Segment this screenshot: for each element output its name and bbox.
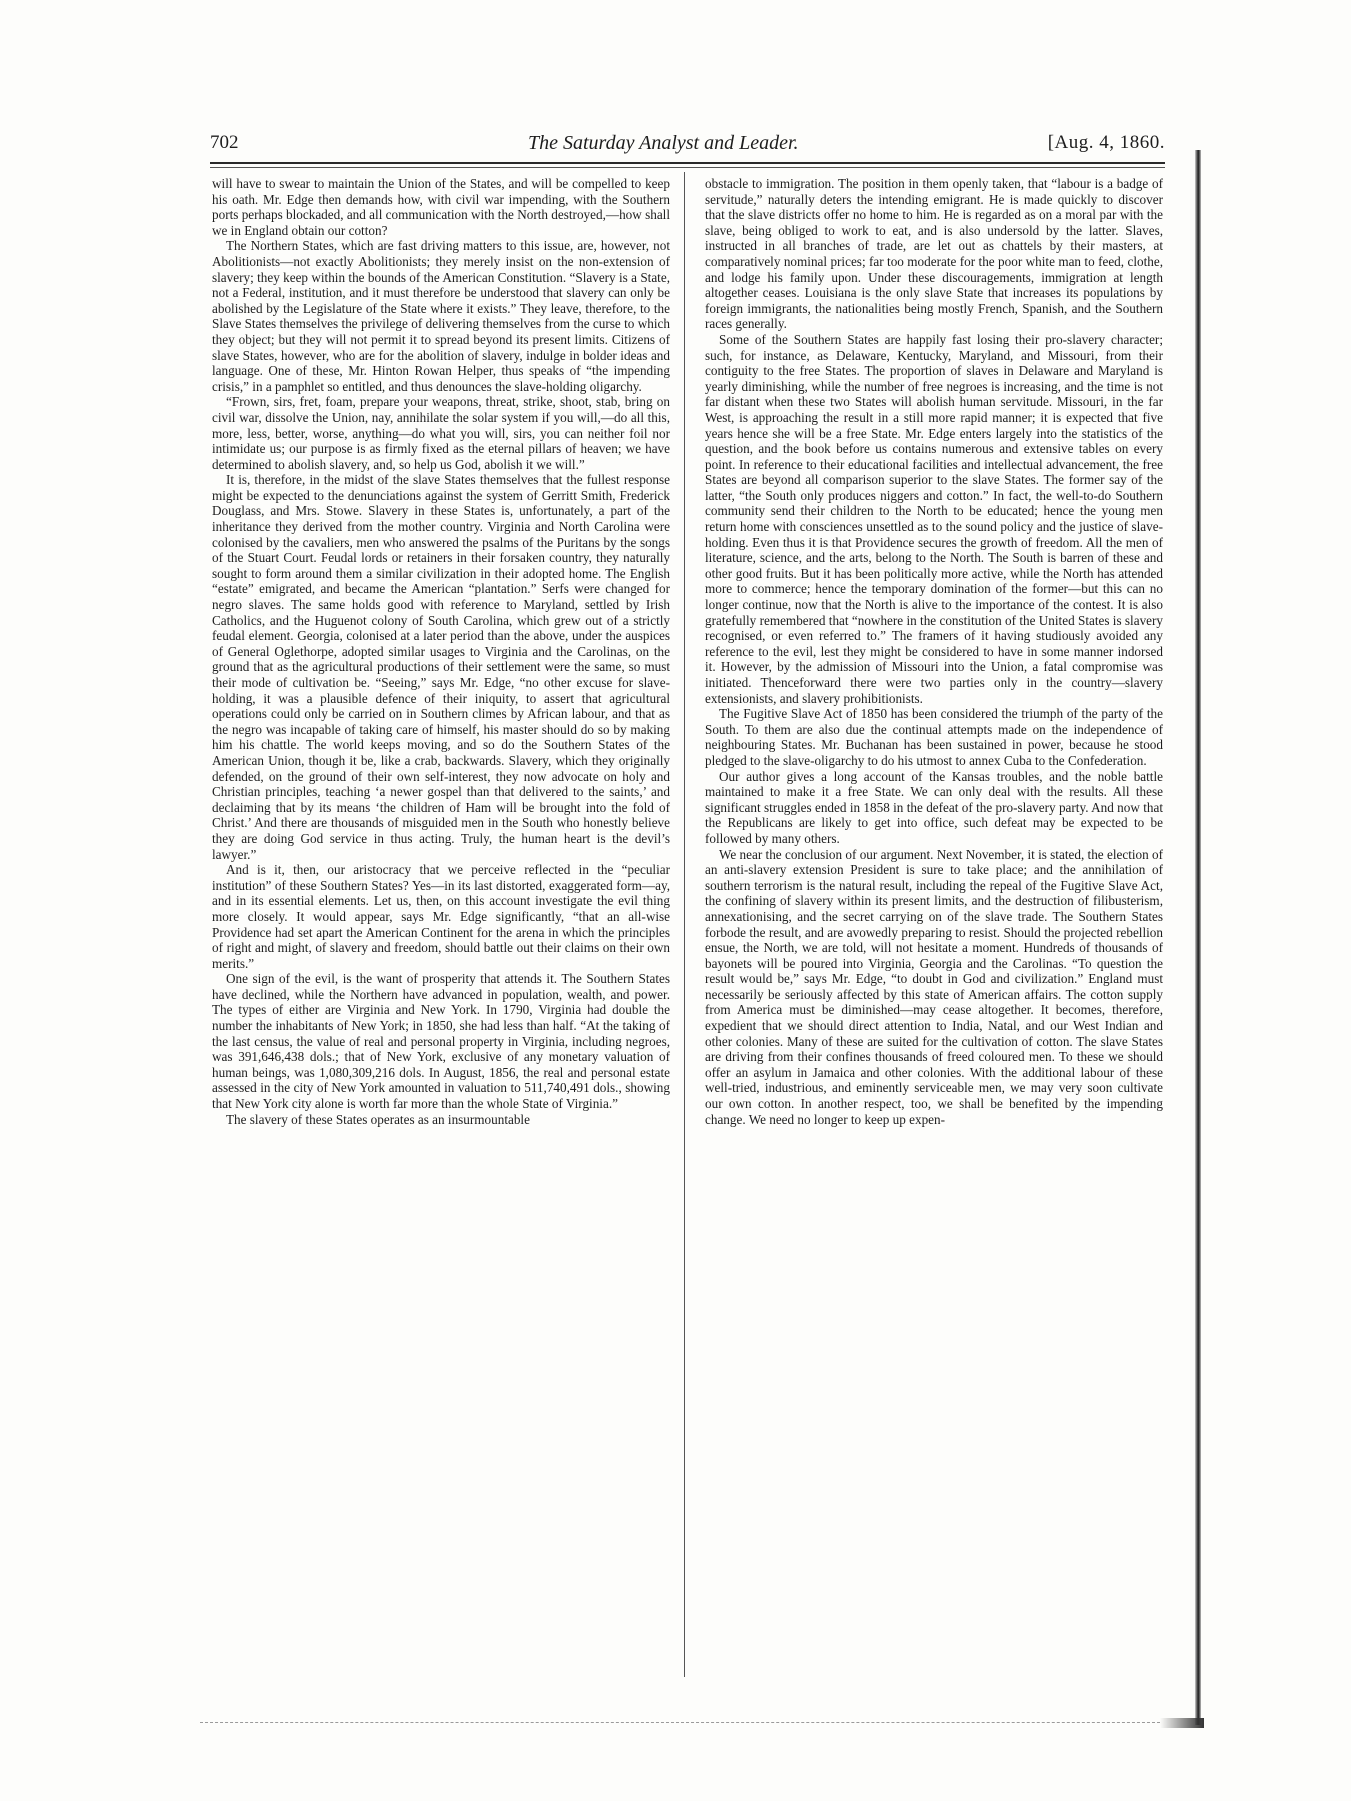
paragraph: It is, therefore, in the midst of the slave States themselves that the fullest response might be expected to the denunciations against the system of Gerritt Smith, Frederick Douglass, and Mrs. Stowe. Slavery in these States is, unfortunately, a part of the inheritance they derived from the mother country. Virginia and North Carolina were colonised by the cavaliers, men who answered the psalms of the Puritans by the songs of the Stuart Court. Feudal lords or retainers in their forsaken country, they naturally sought to form around them a similar civilization in their adopted home. The English “estate” emigrated, and became the American “plantation.” Serfs were changed for negro slaves. The same holds good with reference to Maryland, settled by Irish Catholics, and the Huguenot colony of South Carolina, which grew out of a strictly feudal element. Georgia, colonised at a later period than the above, under the auspices of General Oglethorpe, adopted similar usages to Virginia and the Carolinas, on the ground that as the agricultural productions of their settlement were the same, so must their mode of cultivation be. “Seeing,” says Mr. Edge, “no other excuse for slave-holding, it was a plausible defence of their iniquity, to assert that agricultural operations could only be carried on in Southern climes by African labour, and that as the negro was incapable of taking care of himself, his master should do so by making him his chattle. The world keeps moving, and so do the Southern States of the American Union, though it be, like a crab, backwards. Slavery, which they originally defended, on the ground of their own self-interest, they now advocate on holy and Christian principles, teaching ‘a newer gospel than that delivered to the saints,’ and declaiming that by its means ‘the children of Ham will be brought into the fold of Christ.’ And there are thousands of misguided men in the South who honestly believe they are doing God service in thus acting. Truly, the human heart is the devil’s lawyer.” xyxy=(212,472,670,862)
header-rule-thin xyxy=(210,167,1165,168)
paragraph: Our author gives a long account of the Kansas troubles, and the noble battle maintained to make it a free State. We can only deal with the results. All these significant struggles ended in 1858 in the defeat of the pro-slavery party. And now that the Republicans are likely to get into office, such defeat may be expected to be followed by many others. xyxy=(705,768,1163,846)
header-rule xyxy=(210,162,1165,164)
binding-edge xyxy=(1195,150,1201,1725)
binding-foot xyxy=(1160,1718,1204,1728)
paragraph: The Fugitive Slave Act of 1850 has been considered the triumph of the party of the South. To them are also due the continual attempts made on the independence of neighbouring States. Mr. Buchanan has been sustained in power, because he stood pledged to the slave-oligarchy to do his utmost to annex Cuba to the Confederation. xyxy=(705,706,1163,768)
paragraph: Some of the Southern States are happily fast losing their pro-slavery character; such, for instance, as Delaware, Kentucky, Maryland, and Missouri, from their contiguity to the free States. The proportion of slaves in Delaware and Maryland is yearly diminishing, while the number of free negroes is increasing, and the time is not far distant when these two States will abolish human servitude. Missouri, in the far West, is approaching the result in a still more rapid manner; it is expected that five years hence she will be a free State. Mr. Edge enters largely into the statistics of the question, and the book before us contains numerous and extensive tables on every point. In reference to their educational facilities and intellectual advancement, the free States are beyond all comparison superior to the slave States. The former say of the latter, “the South only produces niggers and cotton.” In fact, the well-to-do Southern community send their children to the North to be educated; hence the young men return home with consciences unsettled as to the sound policy and the justice of slave-holding. Even thus it is that Providence secures the growth of freedom. All the men of literature, science, and the arts, belong to the North. The South is barren of these and other good fruits. But it has been politically more active, while the North has attended more to commerce; hence the temporary domination of the former—but this can no longer continue, now that the North is alive to the importance of the contest. It is also gratefully remembered that “nowhere in the constitution of the United States is slavery recognised, or even referred to.” The framers of it having studiously avoided any reference to the evil, lest they might be considered to have in some manner indorsed it. However, by the admission of Missouri into the Union, a fatal compromise was initiated. Thenceforward there were two parties only in the country—slavery extensionists, and slavery prohibitionists. xyxy=(705,331,1163,706)
issue-date: [Aug. 4, 1860. xyxy=(1047,132,1165,153)
left-column xyxy=(212,176,670,1127)
column-divider xyxy=(684,172,685,1677)
page-header xyxy=(210,132,1165,158)
paragraph: And is it, then, our aristocracy that we perceive reflected in the “peculiar institution” of these Southern States? Yes—in its last distorted, exaggerated form—ay, and in its essential elements. Let us, then, on this account investigate the evil thing more closely. It would appear, says Mr. Edge significantly, “that an all-wise Providence had set apart the American Continent for the arena in which the principles of right and might, of slavery and freedom, should battle out their claims on their own merits.” xyxy=(212,862,670,971)
paragraph: One sign of the evil, is the want of prosperity that attends it. The Southern States have declined, while the Northern have advanced in population, wealth, and power. The types of either are Virginia and New York. In 1790, Virginia had double the number the inhabitants of New York; in 1850, she had less than half. “At the taking of the last census, the value of real and personal property in Virginia, including negroes, was 391,646,438 dols.; that of New York, exclusive of any monetary valuation of human beings, was 1,080,309,216 dols. In August, 1856, the real and personal estate assessed in the city of New York amounted in valuation to 511,740,491 dols., showing that New York city alone is worth far more than the whole State of Virginia.” xyxy=(212,971,670,1112)
quotation-paragraph: “Frown, sirs, fret, foam, prepare your weapons, threat, strike, shoot, stab, bring on civil war, dissolve the Union, nay, annihilate the solar system if you will,—do all this, more, less, better, worse, anything—do what you will, sirs, you can neither foil nor intimidate us; our purpose is as firmly fixed as the eternal pillars of heaven; we have determined to abolish slavery, and, so help us God, abolish it we will.” xyxy=(212,394,670,472)
page-bottom-trace xyxy=(200,1722,1160,1723)
paragraph: obstacle to immigration. The position in them openly taken, that “labour is a badge of servitude,” naturally deters the intending emigrant. He is made quickly to discover that the slave districts offer no home to him. He is regarded as on a moral par with the slave, being obliged to work to eat, and is also undersold by the latter. Slaves, instructed in all branches of trade, are let out as chattels by their masters, at comparatively nominal prices; far too moderate for the poor white man to feed, clothe, and lodge his family upon. Under these discouragements, immigration at length altogether ceases. Louisiana is the only slave State that increases its populations by foreign immigrants, the nationalities being mostly French, Spanish, and the Southern races generally. xyxy=(705,176,1163,332)
right-column xyxy=(705,176,1163,1127)
page-number: 702 xyxy=(210,132,239,153)
paragraph: We near the conclusion of our argument. Next November, it is stated, the election of an anti-slavery extension President is sure to take place; and the annihilation of southern terrorism is the natural result, including the repeal of the Fugitive Slave Act, the confining of slavery within its present limits, and the destruction of filibusterism, annexationising, and the secret carrying on of the slave trade. The Southern States forbode the result, and are avowedly preparing to resist. Should the projected rebellion ensue, the North, we are told, will not hesitate a moment. Hundreds of thousands of bayonets will be poured into Virginia, Georgia and the Carolinas. “To question the result would be,” says Mr. Edge, “to doubt in God and civilization.” England must necessarily be seriously affected by this state of American affairs. The cotton supply from America must be diminished—may cease altogether. It becomes, therefore, expedient that we should direct attention to India, Natal, and our West Indian and other colonies. Many of these are suited for the cultivation of cotton. The slave States are driving from their confines thousands of freed coloured men. To these we should offer an asylum in Jamaica and other colonies. With the additional labour of these well-tried, industrious, and eminently serviceable men, we may very soon cultivate our own cotton. In another respect, too, we shall be benefited by the impending change. We need no longer to keep up expen- xyxy=(705,846,1163,1127)
journal-title: The Saturday Analyst and Leader. xyxy=(528,132,799,154)
paragraph: will have to swear to maintain the Union of the States, and will be compelled to keep his oath. Mr. Edge then demands how, with civil war impending, with the Southern ports perhaps blockaded, and all communication with the North destroyed,—how shall we in England obtain our cotton? xyxy=(212,176,670,238)
paragraph: The slavery of these States operates as an insurmountable xyxy=(226,1111,530,1127)
paragraph: The Northern States, which are fast driving matters to this issue, are, however, not Abolitionists—not exactly Abolitionists; they merely insist on the non-extension of slavery; they keep within the bounds of the American Constitution. “Slavery is a State, not a Federal, institution, and it must therefore be understood that slavery can only be abolished by the Legislature of the State where it exists.” They leave, therefore, to the Slave States themselves the privilege of delivering themselves from the curse to which they object; but they will not permit it to spread beyond its present limits. Citizens of slave States, however, who are for the abolition of slavery, indulge in bolder ideas and language. One of these, Mr. Hinton Rowan Helper, thus speaks of “the impending crisis,” in a pamphlet so entitled, and thus denounces the slave-holding oligarchy. xyxy=(212,238,670,394)
